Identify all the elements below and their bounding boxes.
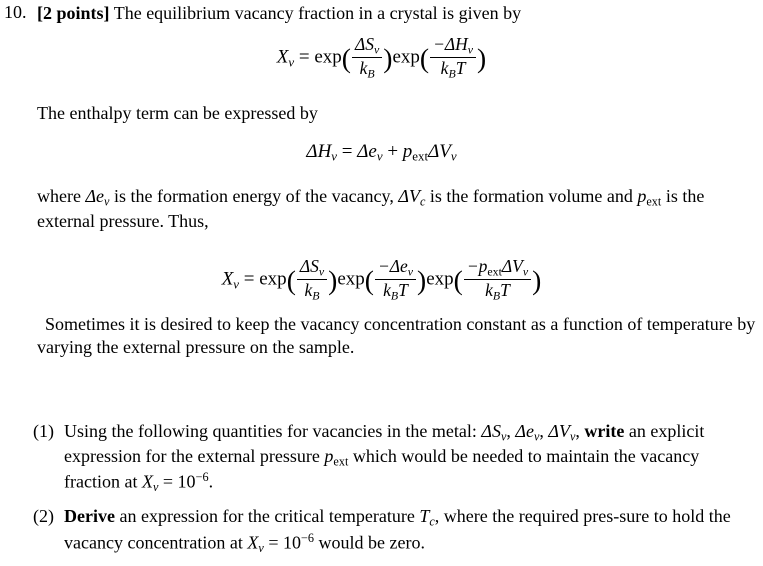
- eq1-frac-1: [352, 35, 382, 80]
- item-1-sep-2: ,: [539, 421, 549, 441]
- list-item: [33, 420, 757, 495]
- item-2-sym-2: X: [247, 531, 259, 552]
- eq3-paren-open-1: (: [286, 264, 296, 296]
- eq2-term1: Δe: [357, 141, 377, 162]
- eq3-paren-close-3: ): [532, 264, 542, 296]
- eq3-frac-3: [464, 257, 531, 302]
- sometimes-paragraph: Sometimes it is desired to keep the vacancy concentration constant as a function of temperature by varying the external pressure on the sample.: [37, 314, 756, 358]
- eq3-f3-num-tail: ΔV: [501, 256, 523, 276]
- eq2-term1-sub: v: [376, 148, 383, 164]
- equation-1: [0, 36, 763, 81]
- question-number: 10.: [4, 2, 27, 22]
- item-1-sym-2: Δe: [515, 421, 534, 441]
- eq3-f1-den: k: [304, 279, 313, 300]
- eq3-frac-1: [297, 257, 327, 302]
- eq3-paren-open-3: (: [453, 264, 463, 296]
- item-2-body: [64, 505, 757, 555]
- item-1-text-3: which would be needed to maintain the vacancy fraction at: [64, 445, 700, 492]
- item-1-label: (1): [33, 421, 54, 441]
- list-item: [33, 505, 757, 555]
- item-1-text-1: Using the following quantities for vacancies in the metal:: [64, 421, 482, 441]
- where-text-4: is the external pressure. Thus,: [37, 186, 705, 232]
- item-1-sym-1-sub: v: [500, 429, 507, 444]
- eq3-exp3: exp: [426, 268, 454, 290]
- eq3-paren-close-2: ): [417, 264, 427, 296]
- eq1-f2-den-tail: T: [455, 57, 466, 78]
- item-2-sym-1-sub: c: [429, 514, 435, 529]
- eq3-lhs-sub: v: [233, 276, 240, 292]
- eq3-f2-num-sub: v: [407, 264, 414, 279]
- eq1-paren-open-2: (: [419, 42, 430, 74]
- eq2-term2: p: [402, 141, 413, 162]
- where-dv-sub: c: [419, 194, 426, 209]
- where-de: Δe: [85, 186, 105, 206]
- eq1-f2-den-sub: B: [448, 66, 456, 81]
- eq1-f2-num-sub: v: [467, 42, 474, 57]
- eq1-f2-den: k: [440, 57, 449, 78]
- eq3-f1-num-sub: v: [318, 264, 325, 279]
- eq3-paren-open-2: (: [364, 264, 374, 296]
- where-de-sub: v: [104, 194, 110, 209]
- item-1-sym-1: ΔS: [481, 421, 501, 441]
- eq3-f3-den: k: [485, 279, 493, 300]
- eq3-f3-num-tail-sub: v: [522, 264, 529, 279]
- where-p-sub: ext: [646, 194, 662, 209]
- item-1-sym-5-sub: v: [152, 479, 159, 494]
- item-1-sym-5: X: [141, 471, 153, 492]
- eq3-f3-den-sub: B: [492, 288, 501, 303]
- item-2-text-1: an expression for the critical temperature: [114, 506, 420, 527]
- equation-3: [0, 258, 763, 303]
- eq3-paren-close-1: ): [328, 264, 338, 296]
- item-2-eq: = 10: [263, 531, 301, 552]
- eq1-f1-num-sub: v: [373, 42, 380, 57]
- eq2-term3: ΔV: [428, 141, 451, 162]
- eq2-lhs-sub: v: [331, 148, 338, 164]
- item-1-sym-4: p: [324, 445, 334, 466]
- where-text-1: where: [37, 186, 86, 206]
- eq3-frac-2: [375, 257, 416, 302]
- eq3-exp1: exp: [259, 268, 287, 290]
- eq3-f2-den-tail: T: [398, 279, 408, 300]
- item-2-sym-2-sub: v: [258, 540, 264, 555]
- item-1-body: [64, 420, 757, 495]
- item-1-text-4: .: [208, 471, 214, 492]
- eq2-lhs: ΔH: [306, 141, 332, 162]
- eq3-f3-num-sub: ext: [487, 264, 502, 279]
- eq3-f2-den-sub: B: [390, 288, 399, 303]
- where-text-2: is the formation energy of the vacancy,: [109, 186, 399, 206]
- item-1-sym-4-sub: ext: [333, 453, 349, 468]
- eq2-plus: +: [387, 141, 399, 162]
- intro-text: The equilibrium vacancy fraction in a crystal is given by: [113, 3, 522, 23]
- item-1-text-2: an explicit expression for the external pressure: [64, 421, 705, 466]
- where-dv: ΔV: [398, 186, 420, 206]
- eq1-f2-num: −ΔH: [433, 34, 468, 54]
- sub-questions-list: [33, 420, 757, 566]
- eq1-frac-2: [430, 35, 476, 80]
- eq3-f1-num: ΔS: [299, 256, 319, 276]
- eq1-exp2: exp: [392, 46, 420, 68]
- eq1-f1-num: ΔS: [354, 34, 374, 54]
- question-header: [37, 2, 521, 25]
- item-1-sym-3: ΔV: [548, 421, 570, 441]
- item-2-exp: −6: [301, 530, 315, 545]
- eq3-exp2: exp: [337, 268, 365, 290]
- item-1-eq: = 10: [158, 471, 196, 492]
- eq1-paren-open-1: (: [341, 42, 351, 74]
- eq3-f3-den-tail: T: [500, 279, 510, 300]
- eq1-f1-den-sub: B: [367, 66, 375, 81]
- item-1-sym-3-sub: v: [569, 429, 576, 444]
- eq3-equals: =: [243, 268, 255, 290]
- eq1-lhs-sub: v: [288, 54, 295, 70]
- where-text-3: is the formation volume and: [425, 186, 638, 206]
- item-2-bold-word: Derive: [64, 506, 115, 527]
- item-1-exp: −6: [195, 470, 209, 485]
- eq3-f3-num: −p: [466, 256, 488, 276]
- eq3-f1-den-sub: B: [312, 288, 320, 303]
- eq1-equals: =: [298, 46, 310, 68]
- item-1-bold-word: write: [584, 421, 625, 441]
- eq2-equals: =: [341, 141, 353, 162]
- points-tag: [2 points]: [37, 3, 110, 23]
- where-p: p: [637, 186, 647, 206]
- equation-2: [0, 142, 763, 164]
- item-2-sym-1: T: [419, 506, 430, 527]
- item-1-sym-2-sub: v: [533, 429, 540, 444]
- eq3-f2-num: −Δe: [377, 256, 408, 276]
- item-1-sep-3: ,: [575, 421, 585, 441]
- eq1-f1-den: k: [359, 57, 368, 78]
- eq1-lhs: X: [276, 46, 289, 68]
- eq2-term3-sub: v: [450, 148, 457, 164]
- item-2-text-3: would be zero.: [314, 531, 425, 552]
- eq3-lhs: X: [221, 268, 234, 290]
- where-paragraph: [37, 185, 757, 234]
- eq1-paren-close-2: ): [477, 42, 487, 74]
- eq3-f2-den: k: [383, 279, 391, 300]
- item-2-text-2: , where the required pres-sure to hold the vacancy concentration at: [64, 506, 731, 552]
- eq2-term2-sub: ext: [412, 148, 429, 164]
- eq1-paren-close-1: ): [383, 42, 393, 74]
- item-2-label: (2): [33, 506, 54, 527]
- eq1-exp1: exp: [314, 46, 342, 68]
- item-1-sep-1: ,: [506, 421, 516, 441]
- enthalpy-paragraph: The enthalpy term can be expressed by: [37, 103, 318, 123]
